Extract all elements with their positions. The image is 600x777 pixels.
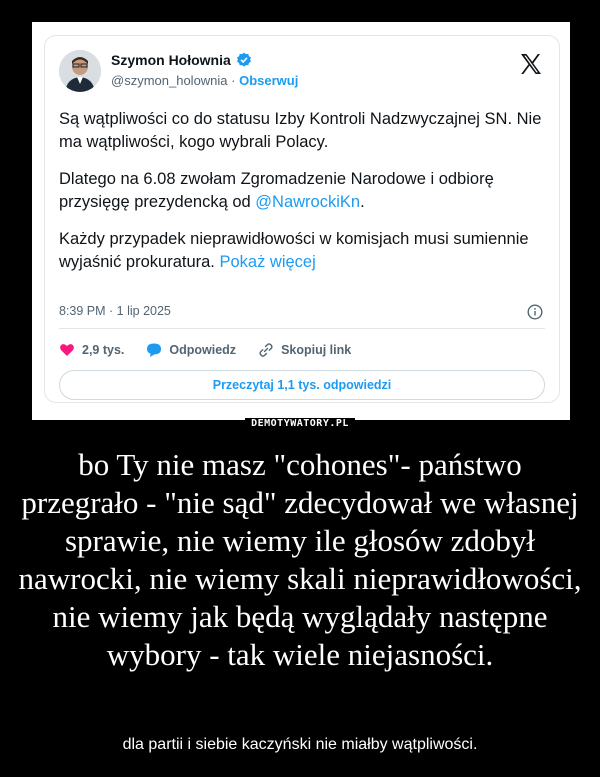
tweet-paragraph-2-text: Dlatego na 6.08 zwołam Zgromadzenie Narodowe i odbiorę przysięgę prezydencką od <box>59 170 494 211</box>
tweet-paragraph-3 <box>59 228 549 274</box>
watermark-text: DEMOTYWATORY.PL <box>245 418 355 429</box>
caption: dla partii i siebie kaczyński nie miałby wątpliwości. <box>122 736 478 753</box>
tweet-paragraph-2 <box>59 168 549 214</box>
headline: bo Ty nie masz "cohones"- państwo przegrało - "nie sąd" zdecydował we własnej sprawie, nie wiemy ile głosów zdobył nawrocki, nie wiemy skali nieprawidłowości, nie wiemy jak będą wyglądały następne wybory - tak wiele niejasności. <box>18 447 582 672</box>
watermark <box>0 418 600 436</box>
handle-separator: · <box>227 73 240 88</box>
author-name[interactable]: Szymon Hołownia <box>111 52 231 68</box>
author-row <box>111 52 252 68</box>
link-icon <box>258 342 274 358</box>
handle-row <box>111 73 298 88</box>
reply-button[interactable] <box>146 342 236 358</box>
avatar-portrait-icon <box>59 50 101 92</box>
copy-link-button[interactable] <box>258 342 351 358</box>
tweet-text <box>59 108 549 288</box>
like-button[interactable] <box>59 342 124 358</box>
tweet-card <box>44 35 560 403</box>
read-replies-button[interactable]: Przeczytaj 1,1 tys. odpowiedzi <box>59 370 545 400</box>
image-frame <box>32 22 570 420</box>
reply-bubble-icon <box>146 342 162 358</box>
verified-badge-icon <box>236 52 252 68</box>
author-handle[interactable]: @szymon_holownia <box>111 73 228 88</box>
divider <box>59 328 545 329</box>
heart-icon <box>59 342 75 358</box>
info-icon[interactable] <box>527 304 543 320</box>
follow-button[interactable]: Obserwuj <box>239 73 299 88</box>
action-bar <box>59 342 373 358</box>
show-more-link[interactable]: Pokaż więcej <box>219 253 316 271</box>
mention-link[interactable]: @NawrockiKn <box>255 193 361 211</box>
x-logo-icon[interactable] <box>519 52 543 76</box>
copy-link-label: Skopiuj link <box>281 343 352 357</box>
tweet-timestamp[interactable]: 8:39 PM · 1 lip 2025 <box>59 304 171 318</box>
tweet-paragraph-3-text: Każdy przypadek nieprawidłowości w komisjach musi sumiennie wyjaśnić prokuratura. <box>59 230 529 271</box>
like-count: 2,9 tys. <box>82 343 125 357</box>
tweet-paragraph-2-end: . <box>360 193 365 211</box>
avatar[interactable] <box>59 50 101 92</box>
reply-label: Odpowiedz <box>169 343 237 357</box>
tweet-paragraph-1: Są wątpliwości co do statusu Izby Kontroli Nadzwyczajnej SN. Nie ma wątpliwości, kogo wybrali Polacy. <box>59 110 542 151</box>
